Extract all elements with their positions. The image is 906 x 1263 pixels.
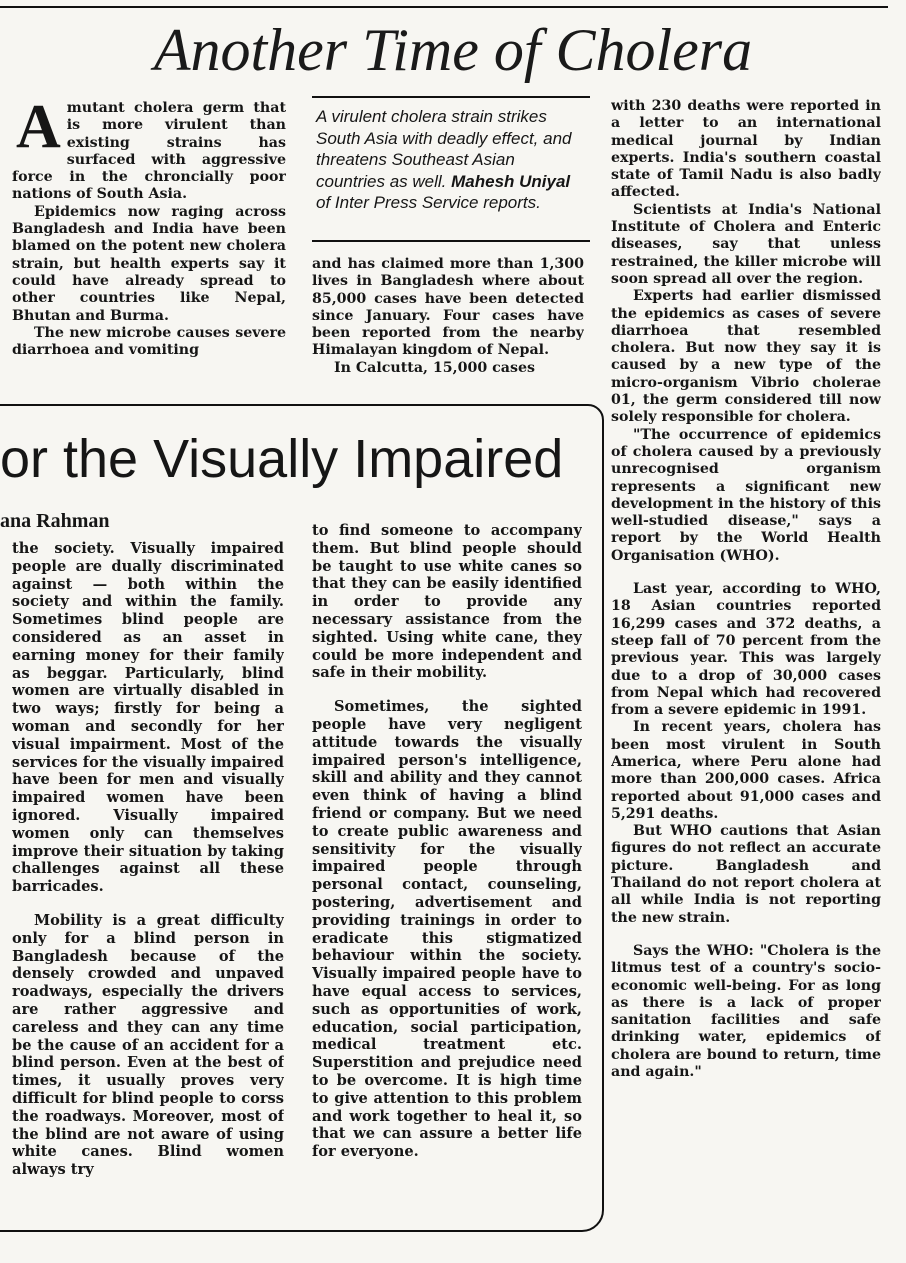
boxed-column-2 — [312, 522, 582, 1222]
paragraph: with 230 deaths were reported in a letter to an international medical journal by Indian experts. India's southern coastal state of Tamil Nadu is also badly affected. — [611, 98, 881, 201]
paragraph: In Calcutta, 15,000 cases — [334, 359, 535, 376]
article-column-2 — [312, 256, 584, 406]
paragraph: "The occurrence of epidemics of cholera caused by a previously unrecognised organism represents a significant new development in the history of this well-studied disease," says a report by the World Health Organisation (WHO). — [611, 426, 881, 564]
article-deck — [312, 96, 590, 242]
paragraph: Epidemics now raging across Bangladesh and India have been blamed on the potent new cholera strain, but health experts say it could have already spread to other countries like Nepal, Bhutan and Burma. — [12, 203, 286, 324]
paragraph: the society. Visually impaired people are dually discriminated against — both within the society and within the family. Sometimes blind people are considered as an asset in earning money for their family as beggar. Particularly, blind women are virtually disabled in two ways; firstly for being a woman and secondly for her visual impairment. Most of the services for the visually impaired have been for men and visually impaired women have been ignored. Visually impaired women only can themselves improve their situation by taking challenges against all these barricades. — [12, 540, 284, 896]
article-headline: Another Time of Cholera — [153, 17, 753, 83]
drop-cap: A — [16, 100, 61, 161]
deck-suffix: of Inter Press Service reports. — [316, 193, 541, 212]
paragraph: The new microbe causes severe diarrhoea and vomiting — [12, 324, 286, 359]
paragraph: Sometimes, the sighted people have very negligent attitude towards the visually impaired person's intelligence, skill and ability and they cannot even think of having a blind friend or company. But we need to create public awareness and sensitivity for the visually impaired people through personal contact, counseling, postering, advertisement and providing trainings in order to eradicate this stigmatized behaviour within the society. Visually impaired people have to have equal access to services, such as opportunities of work, education, social participation, medical treatment etc. Superstition and prejudice need to be overcome. It is high time to give attention to this problem and work together to heal it, so that we can assure a better life for everyone. — [312, 698, 582, 1161]
boxed-article-byline: ana Rahman — [0, 510, 110, 532]
paragraph: Last year, according to WHO, 18 Asian countries reported 16,299 cases and 372 deaths, a steep fall of 70 percent from the previous year. This was largely due to a drop of 30,000 cases from Nepal which had recovered from a severe epidemic in 1991. — [611, 581, 881, 719]
boxed-column-1 — [12, 540, 284, 1220]
paragraph: Mobility is a great difficulty only for a blind person in Bangladesh because of the densely crowded and unpaved roadways, especially the drivers are rather aggressive and careless and they can any time be the cause of an accident for a blind person. Even at the best of times, it usually proves very difficult for blind people to corss the roadways. Moreover, most of the blind are not aware of using white canes. Blind women always try — [12, 911, 284, 1179]
paragraph: Scientists at India's National Institute of Cholera and Enteric diseases, say that unless restrained, the killer microbe will soon spread all over the region. — [611, 201, 881, 287]
paragraph: Amutant cholera germ that is more virulent than existing strains has surfaced with aggressive force in the chroncially poor nations of South Asia. — [12, 100, 286, 203]
article-column-1 — [12, 100, 286, 402]
paragraph: Experts had earlier dismissed the epidemics as cases of severe diarrhoea that resembled cholera. But now they say it is caused by a new type of the micro-organism Vibrio cholerae 01, the germ considered till now solely responsible for cholera. — [611, 288, 881, 426]
paragraph: But WHO cautions that Asian figures do not reflect an accurate picture. Bangladesh and Thailand do not report cholera at all while India is not reporting the new strain. — [611, 823, 881, 926]
paragraph: Says the WHO: "Cholera is the litmus test of a country's socio-economic well-being. For as long as there is a lack of proper sanitation facilities and safe drinking water, epidemics of cholera are bound to return, time and again." — [611, 942, 881, 1081]
deck-author: Mahesh Uniyal — [451, 171, 571, 191]
boxed-article-title: or the Visually Impaired — [0, 429, 564, 489]
paragraph: to find someone to accompany them. But blind people should be taught to use white canes so that they can be easily identified in order to provide any necessary assistance from the sighted. Using white cane, they could be more independent and safe in their mobility. — [312, 522, 582, 682]
article-column-3 — [611, 98, 881, 1248]
deck-text: A virulent cholera strain strikes South Asia with deadly effect, and threatens Southeast Asian countries as well. — [316, 107, 572, 191]
paragraph: and has claimed more than 1,300 lives in Bangladesh where about 85,000 cases have been detected since January. Four cases have been reported from the nearby Himalayan kingdom of Nepal. — [312, 256, 584, 359]
paragraph: In recent years, cholera has been most virulent in South America, where Peru alone had more than 200,000 cases. Africa reported about 91,000 cases and 5,291 deaths. — [611, 719, 881, 822]
top-rule — [0, 6, 888, 8]
